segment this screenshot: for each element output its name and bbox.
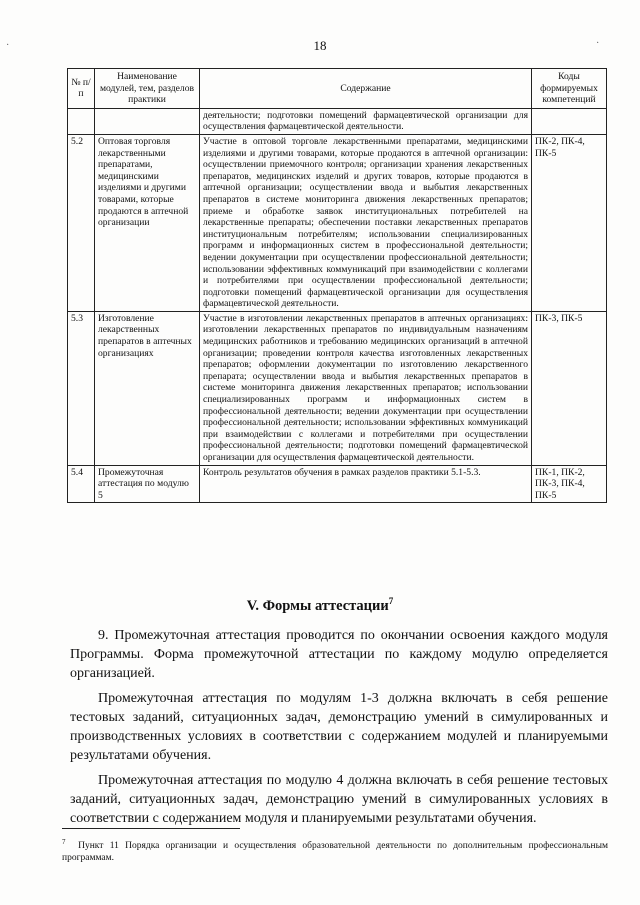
footnote-divider [62,828,240,829]
cell-name: Промежуточная аттестация по модулю 5 [95,465,200,503]
cell-codes [532,108,607,134]
header-content: Содержание [200,69,532,109]
footnote [62,836,608,864]
cell-codes: ПК-3, ПК-5 [532,311,607,465]
practice-content-table [67,68,607,503]
table-row-continuation [68,108,607,134]
header-num: № п/п [68,69,95,109]
cell-codes: ПК-2, ПК-4, ПК-5 [532,134,607,311]
paragraph: Промежуточная аттестация по модулю 4 должна включать в себя решение тестовых заданий, ситуационных задач, демонстрацию умений в симулированных условиях в соответствии с содержанием модуля и планируемыми результатами обучения. [70,773,608,826]
scan-mark: · [596,38,600,49]
cell-codes: ПК-1, ПК-2, ПК-3, ПК-4, ПК-5 [532,465,607,503]
footnote-marker: 7 [62,838,66,846]
scan-mark: · [6,40,10,51]
footnote-text: Пункт 11 Порядка организации и осуществления образовательной деятельности по дополнительным профессиональным программам. [62,841,608,864]
section-title-text: V. Формы аттестации [246,597,389,614]
cell-num: 5.2 [68,134,95,311]
cell-content: Контроль результатов обучения в рамках разделов практики 5.1-5.3. [200,465,532,503]
page-number: 18 [313,38,327,53]
cell-name: Оптовая торговля лекарственными препаратами, медицинскими изделиями и другими товарами, которые продаются в аптечной организации [95,134,200,311]
cell-name [95,108,200,134]
cell-content: деятельности; подготовки помещений фармацевтической организации для осуществления фармацевтической деятельности. [200,108,532,134]
footnote-reference: 7 [388,596,394,606]
paragraph: Промежуточная аттестация по модулям 1-3 должна включать в себя решение тестовых заданий, ситуационных задач, демонстрацию умений в симулированных и производственных условиях в соответствии с содержанием модулей и планируемыми результатами обучения. [70,691,608,763]
cell-num: 5.3 [68,311,95,465]
table-row [68,134,607,311]
cell-num [68,108,95,134]
table-row [68,311,607,465]
table-row [68,465,607,503]
cell-num: 5.4 [68,465,95,503]
body-text [70,626,608,834]
paragraph: 9. Промежуточная аттестация проводится по окончании освоения каждого модуля Программы. Форма промежуточной аттестации по каждому модулю определяется организацией. [70,628,608,681]
cell-name: Изготовление лекарственных препаратов в аптечных организациях [95,311,200,465]
header-codes: Коды формируемых компетенций [532,69,607,109]
cell-content: Участие в изготовлении лекарственных препаратов в аптечных организациях: изготовлении лекарственных препаратов по индивидуальным назначениям медицинских работников и требованию медицинских организаций в аптечной организации; проведении контроля качества изготовленных лекарственных препаратов; оформлении документации по изготовлению лекарственного препарата; осуществлении ввода и выбытия лекарственных препаратов в системе мониторинга движения лекарственных препаратов; использовании специализированных программ и информационных систем в профессиональной деятельности; ведении документации при осуществлении профессиональной деятельности; использовании эффективных коммуникаций при взаимодействии с коллегами и потребителями при осуществлении профессиональной деятельности; подготовки помещений фармацевтической организации для осуществления фармацевтической деятельности. [200,311,532,465]
cell-content: Участие в оптовой торговле лекарственными препаратами, медицинскими изделиями и другими товарами, которые продаются в аптечной организации: осуществлении приемочного контроля; организации хранения лекарственных препаратов, медицинских изделий и других товаров, которые продаются в аптечной организации; осуществлении ввода и выбытия лекарственных препаратов в системе мониторинга движения лекарственных препаратов; приеме и обработке заявок институциональных потребителей на лекарственные препараты; обеспечении поставки лекарственных препаратов институциональным потребителям; использовании специализированных программ и информационных систем в профессиональной деятельности; ведении документации при осуществлении профессиональной деятельности; использовании эффективных коммуникаций при взаимодействии с коллегами и потребителями при осуществлении профессиональной деятельности; подготовки помещений фармацевтической организации для осуществления фармацевтической деятельности. [200,134,532,311]
header-name: Наименование модулей, тем, разделов практики [95,69,200,109]
section-title [0,596,640,615]
table-header-row [68,69,607,109]
